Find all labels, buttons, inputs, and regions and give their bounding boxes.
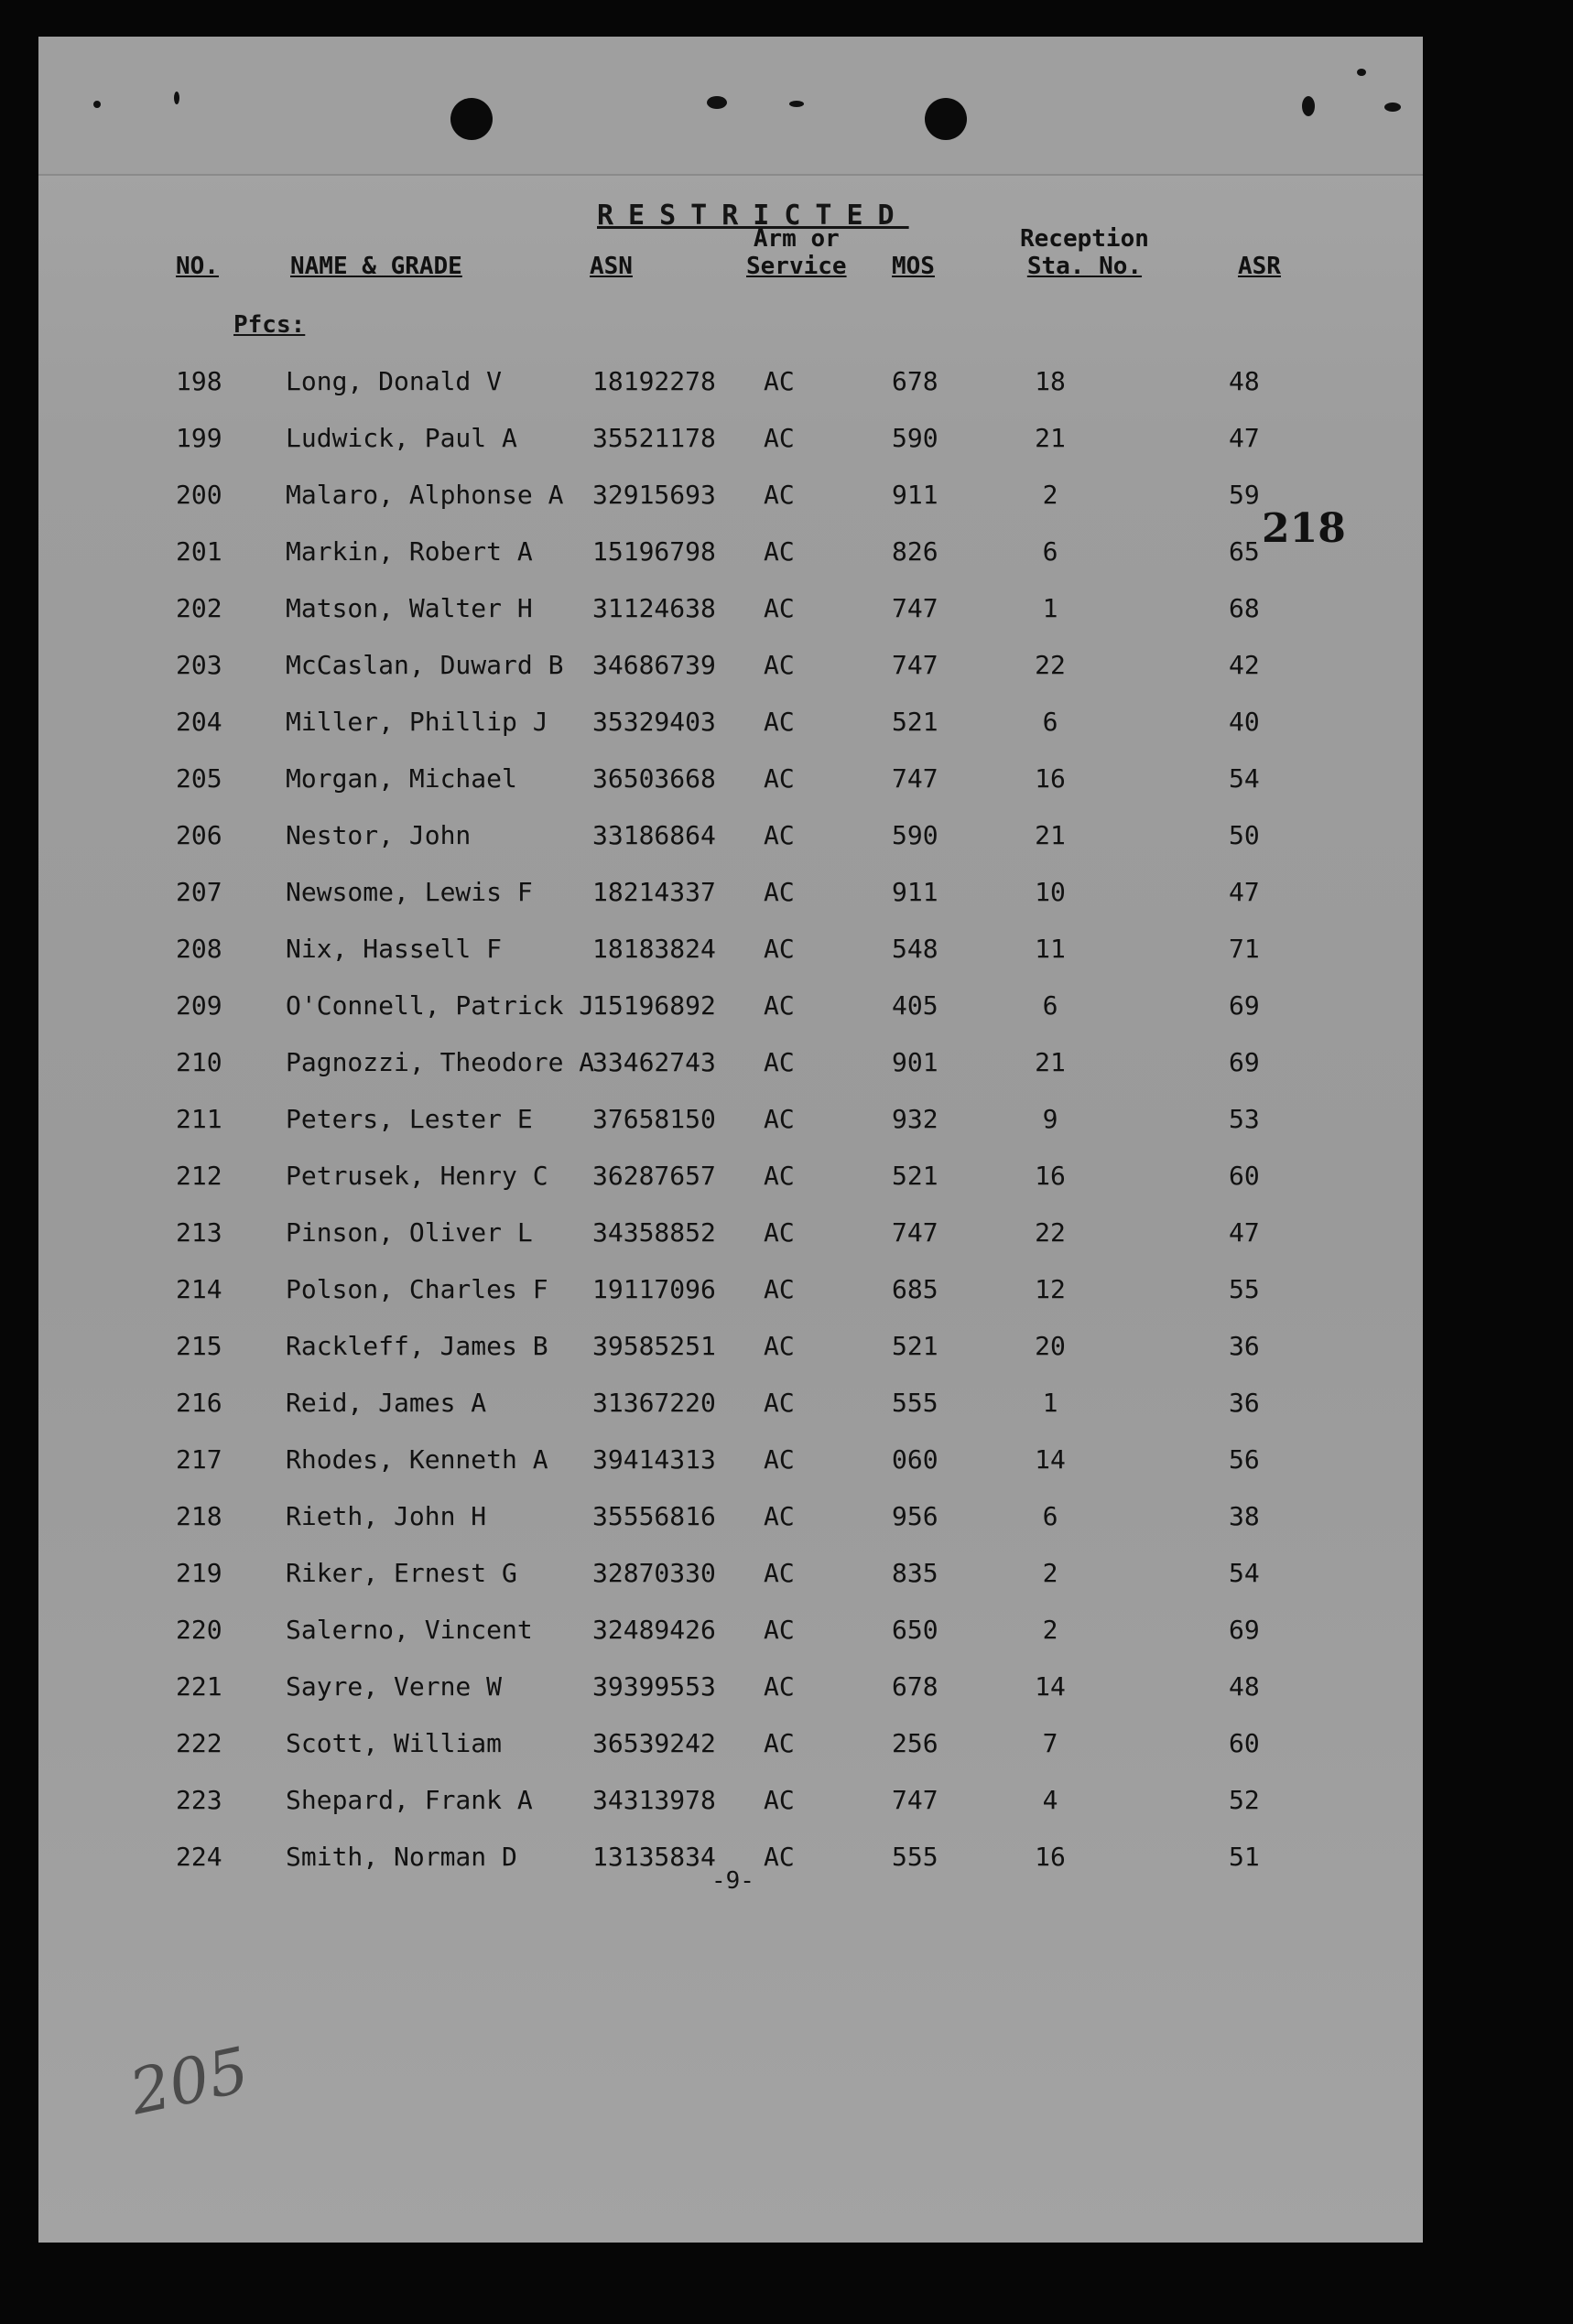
cell-mos: 747	[892, 1217, 938, 1248]
cell-name: Peters, Lester E	[286, 1104, 533, 1134]
cell-asr: 53	[1229, 1104, 1260, 1134]
cell-arm: AC	[764, 1331, 795, 1361]
cell-no: 209	[176, 990, 222, 1021]
cell-rec: 20	[1035, 1331, 1066, 1361]
cell-asr: 54	[1229, 1558, 1260, 1588]
table-row	[38, 1047, 1423, 1104]
cell-no: 223	[176, 1785, 222, 1815]
cell-arm: AC	[764, 1161, 795, 1191]
cell-mos: 747	[892, 763, 938, 794]
cell-arm: AC	[764, 934, 795, 964]
cell-name: Nestor, John	[286, 820, 472, 850]
margin-number: 218	[1262, 505, 1346, 552]
cell-arm: AC	[764, 1104, 795, 1134]
ink-speck	[174, 92, 179, 104]
cell-name: Reid, James A	[286, 1388, 487, 1418]
cell-asr: 47	[1229, 423, 1260, 453]
cell-mos: 835	[892, 1558, 938, 1588]
cell-arm: AC	[764, 1444, 795, 1475]
table-row	[38, 593, 1423, 650]
cell-no: 215	[176, 1331, 222, 1361]
cell-name: Rackleff, James B	[286, 1331, 548, 1361]
cell-rec: 14	[1035, 1444, 1066, 1475]
cell-asr: 48	[1229, 1671, 1260, 1702]
cell-arm: AC	[764, 877, 795, 907]
cell-no: 206	[176, 820, 222, 850]
page-number: -9-	[711, 1867, 754, 1895]
cell-asr: 55	[1229, 1274, 1260, 1304]
cell-rec: 16	[1035, 763, 1066, 794]
cell-arm: AC	[764, 480, 795, 510]
cell-name: Matson, Walter H	[286, 593, 533, 623]
cell-asr: 71	[1229, 934, 1260, 964]
cell-asr: 50	[1229, 820, 1260, 850]
cell-arm: AC	[764, 707, 795, 737]
cell-asr: 48	[1229, 366, 1260, 396]
cell-arm: AC	[764, 1274, 795, 1304]
cell-asr: 40	[1229, 707, 1260, 737]
cell-asn: 18192278	[592, 366, 716, 396]
cell-asr: 47	[1229, 1217, 1260, 1248]
cell-arm: AC	[764, 1615, 795, 1645]
table-row	[38, 1161, 1423, 1217]
cell-asn: 18183824	[592, 934, 716, 964]
cell-no: 213	[176, 1217, 222, 1248]
cell-arm: AC	[764, 820, 795, 850]
table-row	[38, 1444, 1423, 1501]
cell-name: Long, Donald V	[286, 366, 503, 396]
cell-no: 204	[176, 707, 222, 737]
cell-name: Pagnozzi, Theodore A	[286, 1047, 595, 1077]
cell-name: Rieth, John H	[286, 1501, 487, 1531]
cell-rec: 1	[1042, 1388, 1058, 1418]
roster-table	[38, 366, 1423, 1898]
ink-speck	[1357, 69, 1366, 76]
cell-asr: 51	[1229, 1842, 1260, 1872]
cell-mos: 555	[892, 1388, 938, 1418]
cell-name: Miller, Phillip J	[286, 707, 548, 737]
cell-name: Smith, Norman D	[286, 1842, 517, 1872]
cell-asr: 52	[1229, 1785, 1260, 1815]
header-asr: ASR	[1238, 253, 1281, 280]
table-row	[38, 1104, 1423, 1161]
cell-no: 208	[176, 934, 222, 964]
cell-name: Sayre, Verne W	[286, 1671, 503, 1702]
cell-rec: 12	[1035, 1274, 1066, 1304]
cell-asn: 39399553	[592, 1671, 716, 1702]
table-row	[38, 1785, 1423, 1842]
table-row	[38, 1501, 1423, 1558]
cell-asn: 15196798	[592, 536, 716, 567]
cell-rec: 7	[1042, 1728, 1058, 1758]
cell-name: Morgan, Michael	[286, 763, 517, 794]
table-row	[38, 1217, 1423, 1274]
table-row	[38, 650, 1423, 707]
cell-rec: 9	[1042, 1104, 1058, 1134]
table-row	[38, 1331, 1423, 1388]
cell-no: 219	[176, 1558, 222, 1588]
cell-arm: AC	[764, 593, 795, 623]
cell-no: 207	[176, 877, 222, 907]
cell-arm: AC	[764, 1728, 795, 1758]
cell-asn: 34358852	[592, 1217, 716, 1248]
cell-name: McCaslan, Duward B	[286, 650, 564, 680]
table-row	[38, 1615, 1423, 1671]
cell-name: Petrusek, Henry C	[286, 1161, 548, 1191]
cell-asr: 42	[1229, 650, 1260, 680]
cell-asn: 35329403	[592, 707, 716, 737]
cell-mos: 826	[892, 536, 938, 567]
cell-rec: 22	[1035, 1217, 1066, 1248]
table-row	[38, 934, 1423, 990]
header-asn: ASN	[590, 253, 633, 280]
cell-mos: 911	[892, 480, 938, 510]
cell-arm: AC	[764, 536, 795, 567]
cell-rec: 21	[1035, 423, 1066, 453]
cell-rec: 22	[1035, 650, 1066, 680]
cell-name: Polson, Charles F	[286, 1274, 548, 1304]
cell-rec: 11	[1035, 934, 1066, 964]
cell-asr: 60	[1229, 1728, 1260, 1758]
cell-rec: 6	[1042, 1501, 1058, 1531]
cell-no: 211	[176, 1104, 222, 1134]
cell-asr: 69	[1229, 1047, 1260, 1077]
cell-no: 201	[176, 536, 222, 567]
cell-no: 203	[176, 650, 222, 680]
table-row	[38, 536, 1423, 593]
punch-hole	[450, 98, 493, 140]
cell-asn: 32915693	[592, 480, 716, 510]
cell-asn: 19117096	[592, 1274, 716, 1304]
table-row	[38, 990, 1423, 1047]
restricted-heading: RESTRICTED	[597, 200, 909, 232]
cell-name: Newsome, Lewis F	[286, 877, 533, 907]
ink-speck	[1384, 103, 1401, 112]
cell-arm: AC	[764, 1217, 795, 1248]
cell-rec: 1	[1042, 593, 1058, 623]
cell-mos: 555	[892, 1842, 938, 1872]
cell-no: 221	[176, 1671, 222, 1702]
cell-arm: AC	[764, 1501, 795, 1531]
cell-no: 216	[176, 1388, 222, 1418]
cell-asn: 18214337	[592, 877, 716, 907]
cell-asn: 32870330	[592, 1558, 716, 1588]
cell-mos: 956	[892, 1501, 938, 1531]
cell-mos: 747	[892, 650, 938, 680]
cell-rec: 2	[1042, 480, 1058, 510]
punch-hole	[925, 98, 967, 140]
cell-mos: 590	[892, 820, 938, 850]
cell-asn: 32489426	[592, 1615, 716, 1645]
cell-asn: 33462743	[592, 1047, 716, 1077]
cell-asr: 65	[1229, 536, 1260, 567]
cell-rec: 10	[1035, 877, 1066, 907]
ink-speck	[789, 101, 804, 107]
table-row	[38, 1728, 1423, 1785]
cell-mos: 590	[892, 423, 938, 453]
cell-mos: 911	[892, 877, 938, 907]
header-name: NAME & GRADE	[290, 253, 462, 280]
header-mos: MOS	[892, 253, 935, 280]
section-label: Pfcs:	[233, 311, 306, 339]
cell-rec: 4	[1042, 1785, 1058, 1815]
cell-name: Riker, Ernest G	[286, 1558, 517, 1588]
header-arm-service: Arm or Service	[746, 225, 847, 280]
cell-name: Rhodes, Kenneth A	[286, 1444, 548, 1475]
cell-no: 212	[176, 1161, 222, 1191]
cell-no: 217	[176, 1444, 222, 1475]
cell-mos: 747	[892, 1785, 938, 1815]
cell-asn: 35521178	[592, 423, 716, 453]
table-row	[38, 1558, 1423, 1615]
cell-arm: AC	[764, 1785, 795, 1815]
cell-arm: AC	[764, 763, 795, 794]
table-row	[38, 877, 1423, 934]
cell-arm: AC	[764, 366, 795, 396]
cell-no: 210	[176, 1047, 222, 1077]
cell-no: 218	[176, 1501, 222, 1531]
cell-rec: 14	[1035, 1671, 1066, 1702]
cell-mos: 685	[892, 1274, 938, 1304]
table-row	[38, 1388, 1423, 1444]
cell-mos: 256	[892, 1728, 938, 1758]
cell-asr: 36	[1229, 1388, 1260, 1418]
cell-mos: 521	[892, 707, 938, 737]
ink-speck	[707, 96, 727, 109]
cell-asr: 36	[1229, 1331, 1260, 1361]
cell-asr: 47	[1229, 877, 1260, 907]
cell-asn: 36503668	[592, 763, 716, 794]
cell-arm: AC	[764, 1842, 795, 1872]
cell-asr: 54	[1229, 763, 1260, 794]
cell-asn: 34313978	[592, 1785, 716, 1815]
cell-asn: 34686739	[592, 650, 716, 680]
cell-no: 200	[176, 480, 222, 510]
table-row	[38, 820, 1423, 877]
cell-arm: AC	[764, 1671, 795, 1702]
cell-arm: AC	[764, 1558, 795, 1588]
header-no: NO.	[176, 253, 219, 280]
cell-asn: 31124638	[592, 593, 716, 623]
ink-speck	[1302, 96, 1315, 116]
table-row	[38, 1274, 1423, 1331]
cell-mos: 678	[892, 1671, 938, 1702]
cell-rec: 16	[1035, 1161, 1066, 1191]
handwritten-note: 205	[124, 2034, 255, 2130]
cell-rec: 21	[1035, 820, 1066, 850]
cell-mos: 932	[892, 1104, 938, 1134]
cell-rec: 6	[1042, 536, 1058, 567]
cell-asr: 38	[1229, 1501, 1260, 1531]
cell-asr: 56	[1229, 1444, 1260, 1475]
cell-mos: 650	[892, 1615, 938, 1645]
cell-no: 220	[176, 1615, 222, 1645]
cell-asn: 35556816	[592, 1501, 716, 1531]
cell-rec: 21	[1035, 1047, 1066, 1077]
table-row	[38, 423, 1423, 480]
cell-rec: 16	[1035, 1842, 1066, 1872]
cell-mos: 405	[892, 990, 938, 1021]
cell-mos: 060	[892, 1444, 938, 1475]
cell-asn: 31367220	[592, 1388, 716, 1418]
table-row	[38, 707, 1423, 763]
cell-asn: 39414313	[592, 1444, 716, 1475]
cell-asn: 15196892	[592, 990, 716, 1021]
cell-rec: 18	[1035, 366, 1066, 396]
cell-rec: 6	[1042, 707, 1058, 737]
ink-speck	[93, 101, 101, 108]
cell-asr: 69	[1229, 990, 1260, 1021]
cell-asn: 39585251	[592, 1331, 716, 1361]
cell-asr: 59	[1229, 480, 1260, 510]
cell-asn: 37658150	[592, 1104, 716, 1134]
cell-asn: 36539242	[592, 1728, 716, 1758]
cell-mos: 901	[892, 1047, 938, 1077]
cell-name: Nix, Hassell F	[286, 934, 503, 964]
cell-arm: AC	[764, 1388, 795, 1418]
cell-mos: 521	[892, 1161, 938, 1191]
cell-asn: 33186864	[592, 820, 716, 850]
document-page	[38, 37, 1423, 2243]
header-reception: Reception Sta. No.	[1020, 225, 1149, 280]
cell-arm: AC	[764, 990, 795, 1021]
cell-name: Ludwick, Paul A	[286, 423, 517, 453]
cell-name: Pinson, Oliver L	[286, 1217, 533, 1248]
cell-name: Malaro, Alphonse A	[286, 480, 564, 510]
cell-asr: 69	[1229, 1615, 1260, 1645]
cell-no: 222	[176, 1728, 222, 1758]
cell-name: Markin, Robert A	[286, 536, 533, 567]
cell-rec: 2	[1042, 1615, 1058, 1645]
cell-asn: 36287657	[592, 1161, 716, 1191]
cell-asr: 60	[1229, 1161, 1260, 1191]
table-row	[38, 366, 1423, 423]
cell-mos: 548	[892, 934, 938, 964]
cell-no: 214	[176, 1274, 222, 1304]
table-row	[38, 763, 1423, 820]
cell-name: Shepard, Frank A	[286, 1785, 533, 1815]
cell-no: 205	[176, 763, 222, 794]
cell-mos: 747	[892, 593, 938, 623]
cell-arm: AC	[764, 650, 795, 680]
cell-name: Salerno, Vincent	[286, 1615, 533, 1645]
cell-rec: 2	[1042, 1558, 1058, 1588]
table-row	[38, 1671, 1423, 1728]
cell-arm: AC	[764, 423, 795, 453]
table-row	[38, 480, 1423, 536]
cell-mos: 678	[892, 366, 938, 396]
cell-name: O'Connell, Patrick J	[286, 990, 595, 1021]
cell-asn: 13135834	[592, 1842, 716, 1872]
cell-no: 224	[176, 1842, 222, 1872]
cell-asr: 68	[1229, 593, 1260, 623]
cell-mos: 521	[892, 1331, 938, 1361]
cell-name: Scott, William	[286, 1728, 503, 1758]
cell-rec: 6	[1042, 990, 1058, 1021]
cell-no: 198	[176, 366, 222, 396]
cell-arm: AC	[764, 1047, 795, 1077]
cell-no: 202	[176, 593, 222, 623]
cell-no: 199	[176, 423, 222, 453]
binder-strip	[38, 37, 1423, 176]
